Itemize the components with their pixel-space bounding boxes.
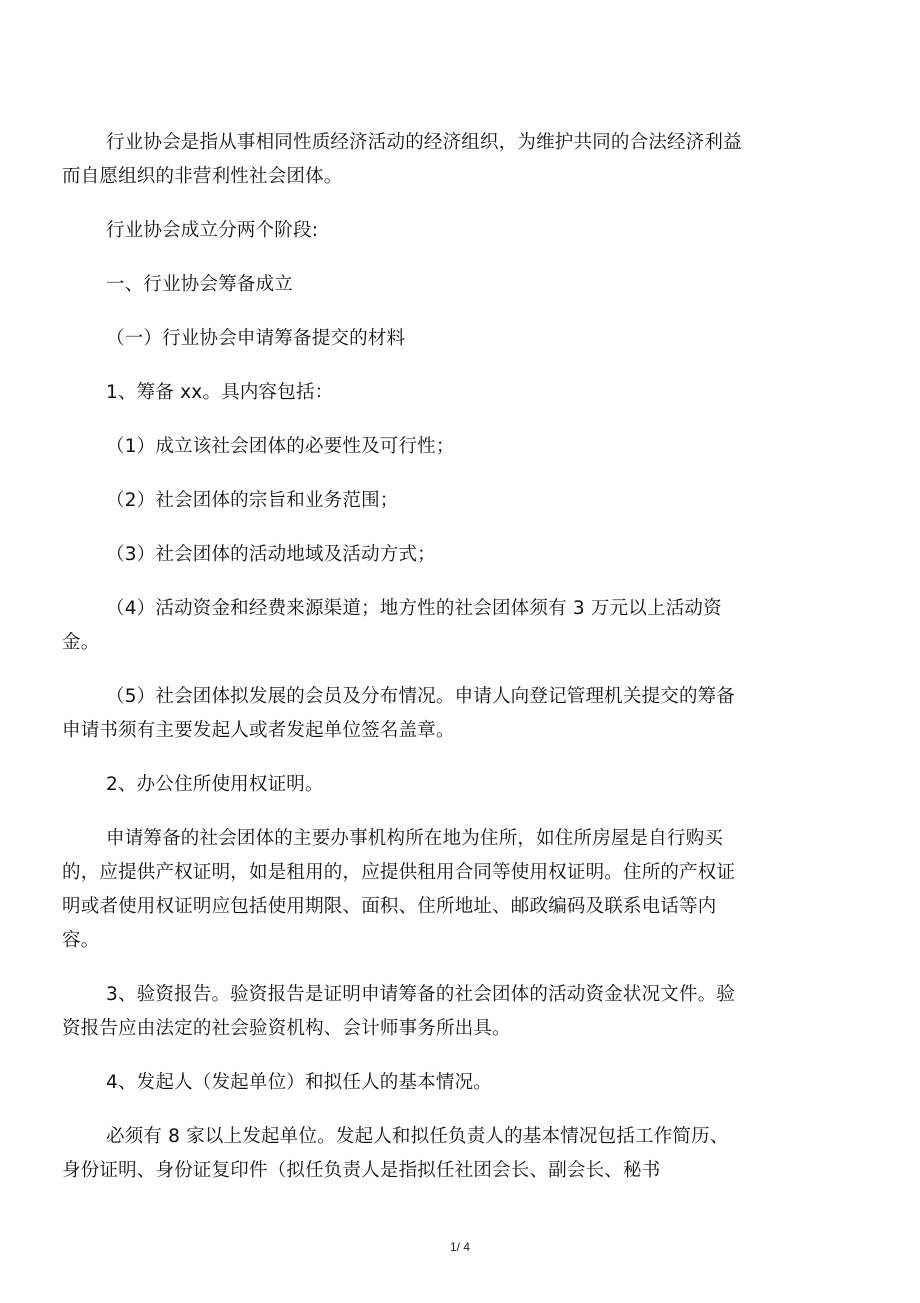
item-1-heading: 1、筹备 xx。具内容包括： xyxy=(106,382,334,403)
page-number: 1/ 4 xyxy=(449,1240,470,1254)
item-4-body: 必须有 8 家以上发起单位。发起人和拟任负责人的基本情况包括工作简历、身份证明、身份证复印件（拟任负责人是指拟任社团会长、副会长、秘书 xyxy=(62,1126,729,1181)
stages-intro: 行业协会成立分两个阶段: xyxy=(106,220,319,241)
item-4-heading: 4、发起人（发起单位）和拟任人的基本情况。 xyxy=(106,1072,492,1093)
subsection-heading-1: （一）行业协会申请筹备提交的材料 xyxy=(106,328,406,349)
section-heading-1: 一、行业协会筹备成立 xyxy=(106,274,294,295)
item-2-body: 申请筹备的社会团体的主要办事机构所在地为住所，如住所房屋是自行购买的，应提供产权证明，如是租用的，应提供租用合同等使用权证明。住所的产权证明或者使用权证明应包括使用期限、面积、住所地址、邮政编码及联系电话等内容。 xyxy=(62,828,736,951)
subitem-1: （1）成立该社会团体的必要性及可行性； xyxy=(106,436,455,457)
subitem-5: （5）社会团体拟发展的会员及分布情况。申请人向登记管理机关提交的筹备申请书须有主要发起人或者发起单位签名盖章。 xyxy=(62,686,736,741)
subitem-4: （4）活动资金和经费来源渠道；地方性的社会团体须有 3 万元以上活动资金。 xyxy=(62,598,722,653)
subitem-2: （2）社会团体的宗旨和业务范围； xyxy=(106,490,399,511)
subitem-3: （3）社会团体的活动地域及活动方式； xyxy=(106,544,436,565)
item-3-body: 3、验资报告。验资报告是证明申请筹备的社会团体的活动资金状况文件。验资报告应由法定的社会验资机构、会计师事务所出具。 xyxy=(62,984,736,1039)
document-body xyxy=(62,126,742,1188)
intro-paragraph: 行业协会是指从事相同性质经济活动的经济组织，为维护共同的合法经济利益而自愿组织的非营利性社会团体。 xyxy=(62,132,742,187)
item-2-heading: 2、办公住所使用权证明。 xyxy=(106,774,324,795)
